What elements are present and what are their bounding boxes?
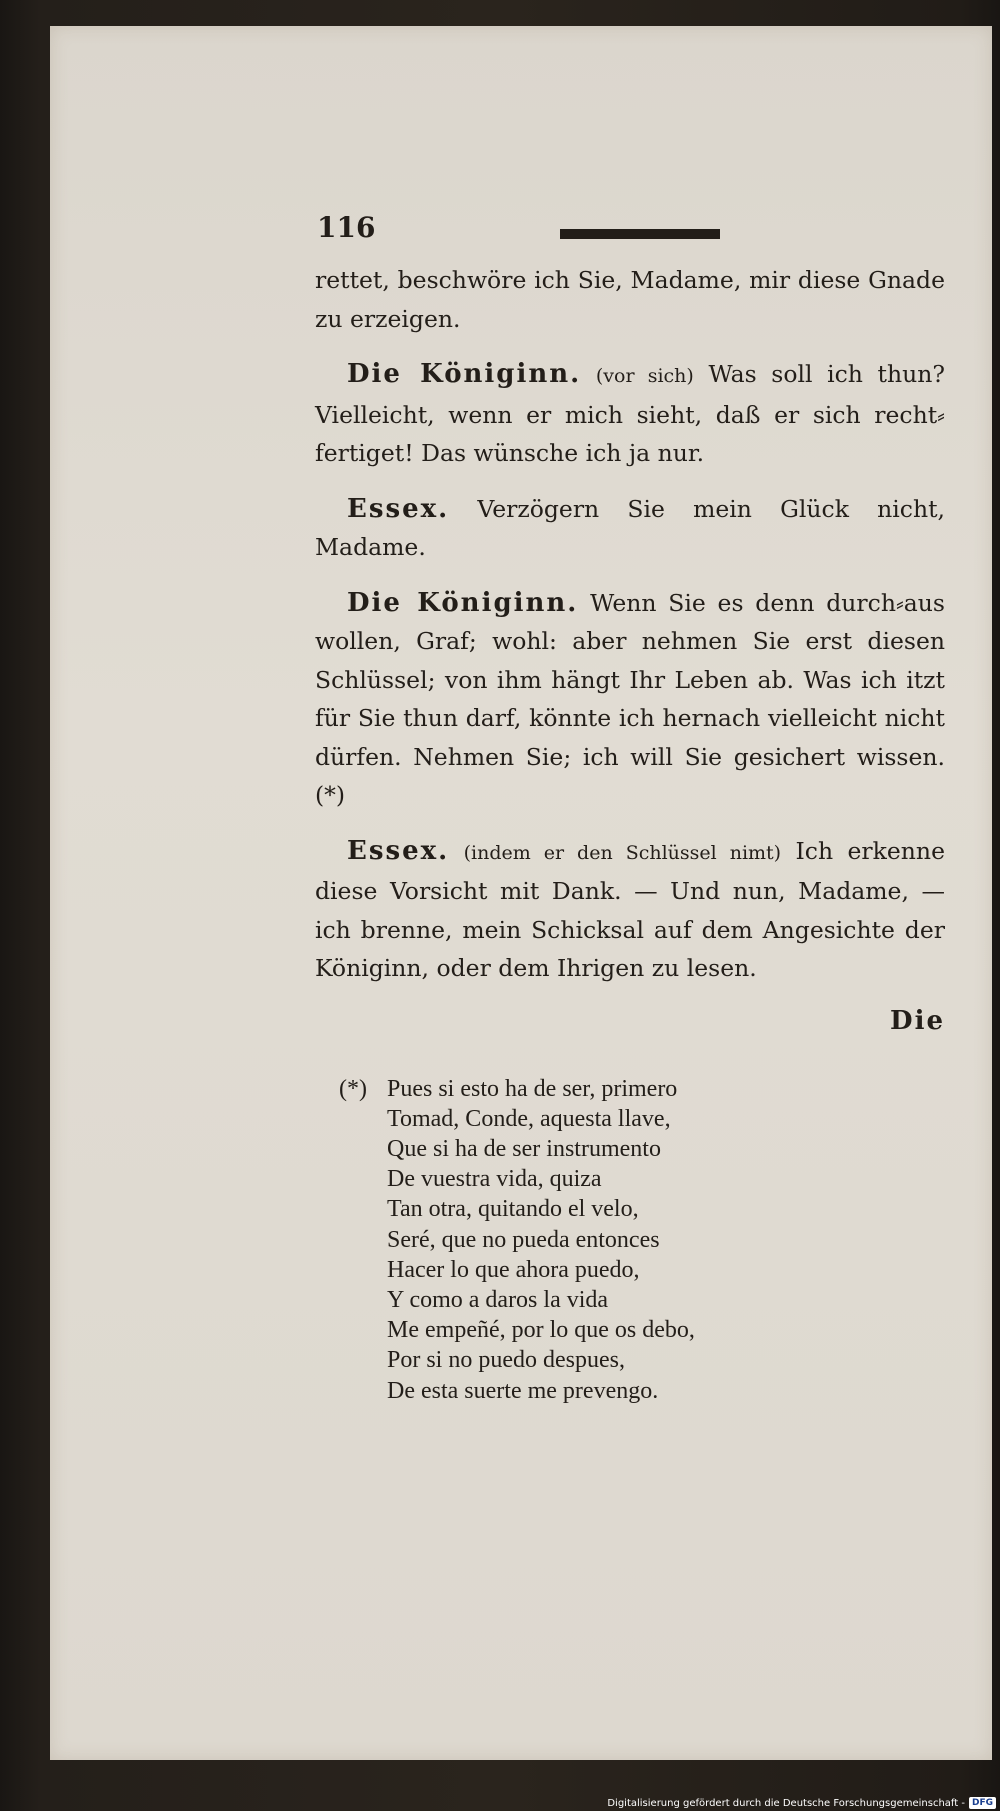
speaker-name: Die Königinn. xyxy=(347,359,582,389)
paragraph-text: Verzögern Sie mein Glück nicht, Madame. xyxy=(315,494,945,561)
footnote-line: Hacer lo que ahora puedo, xyxy=(387,1256,640,1283)
header-rule xyxy=(560,229,720,239)
credit-text: Digitalisierung gefördert durch die Deutsche Forschungsgemeinschaft - xyxy=(607,1797,965,1809)
dfg-logo: DFG xyxy=(969,1797,996,1809)
footnote-line: Pues si esto ha de ser, primero xyxy=(387,1075,678,1102)
paragraph-text: Ich erkenne diese Vorsicht mit Dank. — Und nun, Madame, — ich brenne, mein Schicksal auf dem Angesichte der Königinn, oder dem Ihrigen zu lesen. xyxy=(315,836,945,982)
paragraph-text: Was soll ich thun? Vielleicht, wenn er mich sieht, daß er sich recht⸗fertiget! Das wünsche ich ja nur. xyxy=(315,360,945,467)
dialogue-paragraph xyxy=(315,832,945,988)
speaker-name: Essex. xyxy=(347,835,450,866)
page-content xyxy=(315,211,945,1406)
stage-direction: (indem er den Schlüssel nimt) xyxy=(463,841,782,864)
footnote-line: Tomad, Conde, aquesta llave, xyxy=(387,1105,671,1132)
catchword: Die xyxy=(890,1005,945,1036)
footnote-line: Por si no puedo despues, xyxy=(387,1347,625,1374)
paragraph-continuation xyxy=(315,261,945,338)
footnote-line: De esta suerte me prevengo. xyxy=(387,1377,659,1404)
footnote-marker: (*) xyxy=(339,1075,367,1102)
speaker-name: Essex. xyxy=(347,493,450,524)
dialogue-paragraph xyxy=(315,584,945,815)
dialogue-paragraph xyxy=(315,355,945,473)
paragraph-text: rettet, beschwöre ich Sie, Madame, mir diese Gnade zu erzeigen. xyxy=(315,266,945,333)
page-number: 116 xyxy=(317,211,376,244)
paragraph-text: Wenn Sie es denn durch⸗aus wollen, Graf; wohl: aber nehmen Sie erst diesen Schlüssel; von ihm hängt Ihr Leben ab. Was ich itzt für Sie thun darf, könnte ich hernach vielleicht nicht dürfen. Nehmen Sie; ich will Sie gesichert wissen. (*) xyxy=(315,588,945,809)
footnote-line: Y como a daros la vida xyxy=(387,1286,609,1313)
stage-direction: (vor sich) xyxy=(595,365,694,387)
footnote-line: Me empeñé, por lo que os debo, xyxy=(387,1317,695,1344)
footnote-line: Que si ha de ser instrumento xyxy=(387,1135,661,1162)
footnote xyxy=(315,1074,945,1406)
digitization-credit xyxy=(607,1797,996,1809)
footnote-line: De vuestra vida, quiza xyxy=(387,1166,602,1193)
footnote-line: Tan otra, quitando el velo, xyxy=(387,1196,639,1223)
footnote-line: Seré, que no pueda entonces xyxy=(387,1226,660,1253)
speaker-name: Die Königinn. xyxy=(347,587,579,618)
page-header xyxy=(315,211,945,261)
book-page xyxy=(50,26,992,1760)
dialogue-paragraph xyxy=(315,490,945,567)
